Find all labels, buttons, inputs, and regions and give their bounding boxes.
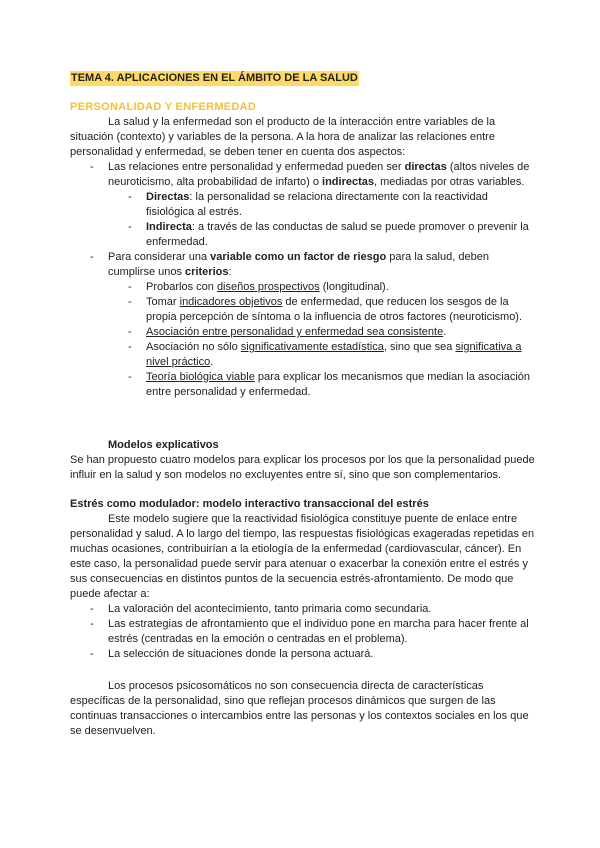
text-run: : a través de las conductas de salud se puede promover o prevenir la enfermedad. bbox=[146, 221, 529, 248]
modelos-paragraph: Se han propuesto cuatro modelos para explicar los procesos por los que la personalidad puede influir en la salud y son modelos no excluyentes entre sí, sino que son complementarios. bbox=[70, 454, 535, 481]
underlined-text: Teoría biológica viable bbox=[146, 371, 255, 383]
list-item: - Las estrategias de afrontamiento que el individuo pone en marcha para hacer frente al estrés (centradas en la emoción o centradas en el problema). bbox=[70, 617, 536, 647]
list-item bbox=[108, 295, 536, 325]
text-run: : bbox=[228, 266, 232, 278]
closing-paragraph: Los procesos psicosomáticos no son consecuencia directa de características específicas de la personalidad, sino que reflejan procesos dinámicos que surgen de las continuas transacciones o intercambios entre las personas y los contextos sociales en los que se desenvuelven. bbox=[70, 680, 529, 737]
bold-text: Directas bbox=[146, 191, 190, 203]
text-run: La salud y la enfermedad son el producto de la interacción entre variables de la situación (contexto) y variables de la persona. A la hora de analizar las relaciones entre personalidad y enfermedad, se deben tener en cuenta dos aspectos: bbox=[70, 116, 496, 158]
document-title: TEMA 4. APLICACIONES EN EL ÁMBITO DE LA SALUD bbox=[71, 72, 358, 84]
aspects-list bbox=[70, 160, 536, 400]
bold-text: directas bbox=[404, 161, 447, 173]
document-content bbox=[70, 71, 536, 739]
effects-list bbox=[70, 602, 536, 662]
bold-text: indirectas bbox=[322, 176, 374, 188]
bold-text: Indirecta bbox=[146, 221, 192, 233]
section-heading-estres: Estrés como modulador: modelo interactivo transaccional del estrés bbox=[70, 498, 429, 510]
list-item bbox=[108, 325, 536, 340]
list-item: - La valoración del acontecimiento, tanto primaria como secundaria. bbox=[70, 602, 536, 617]
sublist bbox=[108, 190, 536, 250]
underlined-text: Asociación entre personalidad y enfermedad sea consistente bbox=[146, 326, 444, 338]
bold-text: criterios bbox=[185, 266, 229, 278]
list-item bbox=[108, 370, 536, 400]
underlined-text: significativamente estadística bbox=[240, 341, 384, 353]
text-run: Las relaciones entre personalidad y enfermedad pueden ser bbox=[108, 161, 405, 173]
text-run: Tomar bbox=[146, 296, 180, 308]
list-item: - La selección de situaciones donde la persona actuará. bbox=[70, 647, 536, 662]
list-item bbox=[70, 250, 536, 400]
text-run: . bbox=[443, 326, 447, 338]
text-run: : la personalidad se relaciona directamente con la reactividad fisiológica al estrés. bbox=[146, 191, 488, 218]
list-item bbox=[70, 160, 536, 250]
underlined-text: significativa a nivel práctico bbox=[146, 341, 522, 368]
list-item bbox=[108, 340, 536, 370]
text-run: Asociación no sólo bbox=[146, 341, 241, 353]
list-item bbox=[108, 220, 536, 250]
underlined-text: indicadores objetivos bbox=[179, 296, 283, 308]
text-run: . bbox=[210, 356, 214, 368]
list-item bbox=[108, 280, 536, 295]
text-run: , mediadas por otras variables. bbox=[373, 176, 525, 188]
section-heading-personalidad: PERSONALIDAD Y ENFERMEDAD bbox=[70, 101, 257, 113]
list-item bbox=[108, 190, 536, 220]
estres-paragraph: Este modelo sugiere que la reactividad fisiológica constituye puente de enlace entre personalidad y salud. A lo largo del tiempo, las respuestas fisiológicas exageradas repetidas en muchas ocasiones, contribuirían a la etiología de la enfermedad (cardiovascular, cáncer). En este caso, la personalidad puede servir para atenuar o exacerbar la conexión entre el estrés y sus consecuencias en distintos puntos de la secuencia estrés-afrontamiento. De modo que puede afectar a: bbox=[70, 513, 535, 600]
text-run: Probarlos con bbox=[146, 281, 217, 293]
text-run: para explicar los mecanismos que median la asociación entre personalidad y enfermedad. bbox=[146, 371, 530, 398]
text-run: , sino que sea bbox=[383, 341, 456, 353]
text-run: de enfermedad, que reducen los sesgos de la propia percepción de síntoma o la influencia de otros factores (neuroticismo). bbox=[146, 296, 523, 323]
text-run: (longitudinal). bbox=[319, 281, 389, 293]
bold-text: variable como un factor de riesgo bbox=[210, 251, 387, 263]
underlined-text: diseños prospectivos bbox=[216, 281, 320, 293]
intro-paragraph bbox=[70, 115, 536, 160]
text-run: Para considerar una bbox=[108, 251, 211, 263]
criteria-list bbox=[108, 280, 536, 400]
text-run: (altos niveles de neuroticismo, alta probabilidad de infarto) o bbox=[108, 161, 530, 188]
section-heading-modelos: Modelos explicativos bbox=[108, 439, 219, 451]
text-run: para la salud, deben cumplirse unos bbox=[108, 251, 489, 278]
